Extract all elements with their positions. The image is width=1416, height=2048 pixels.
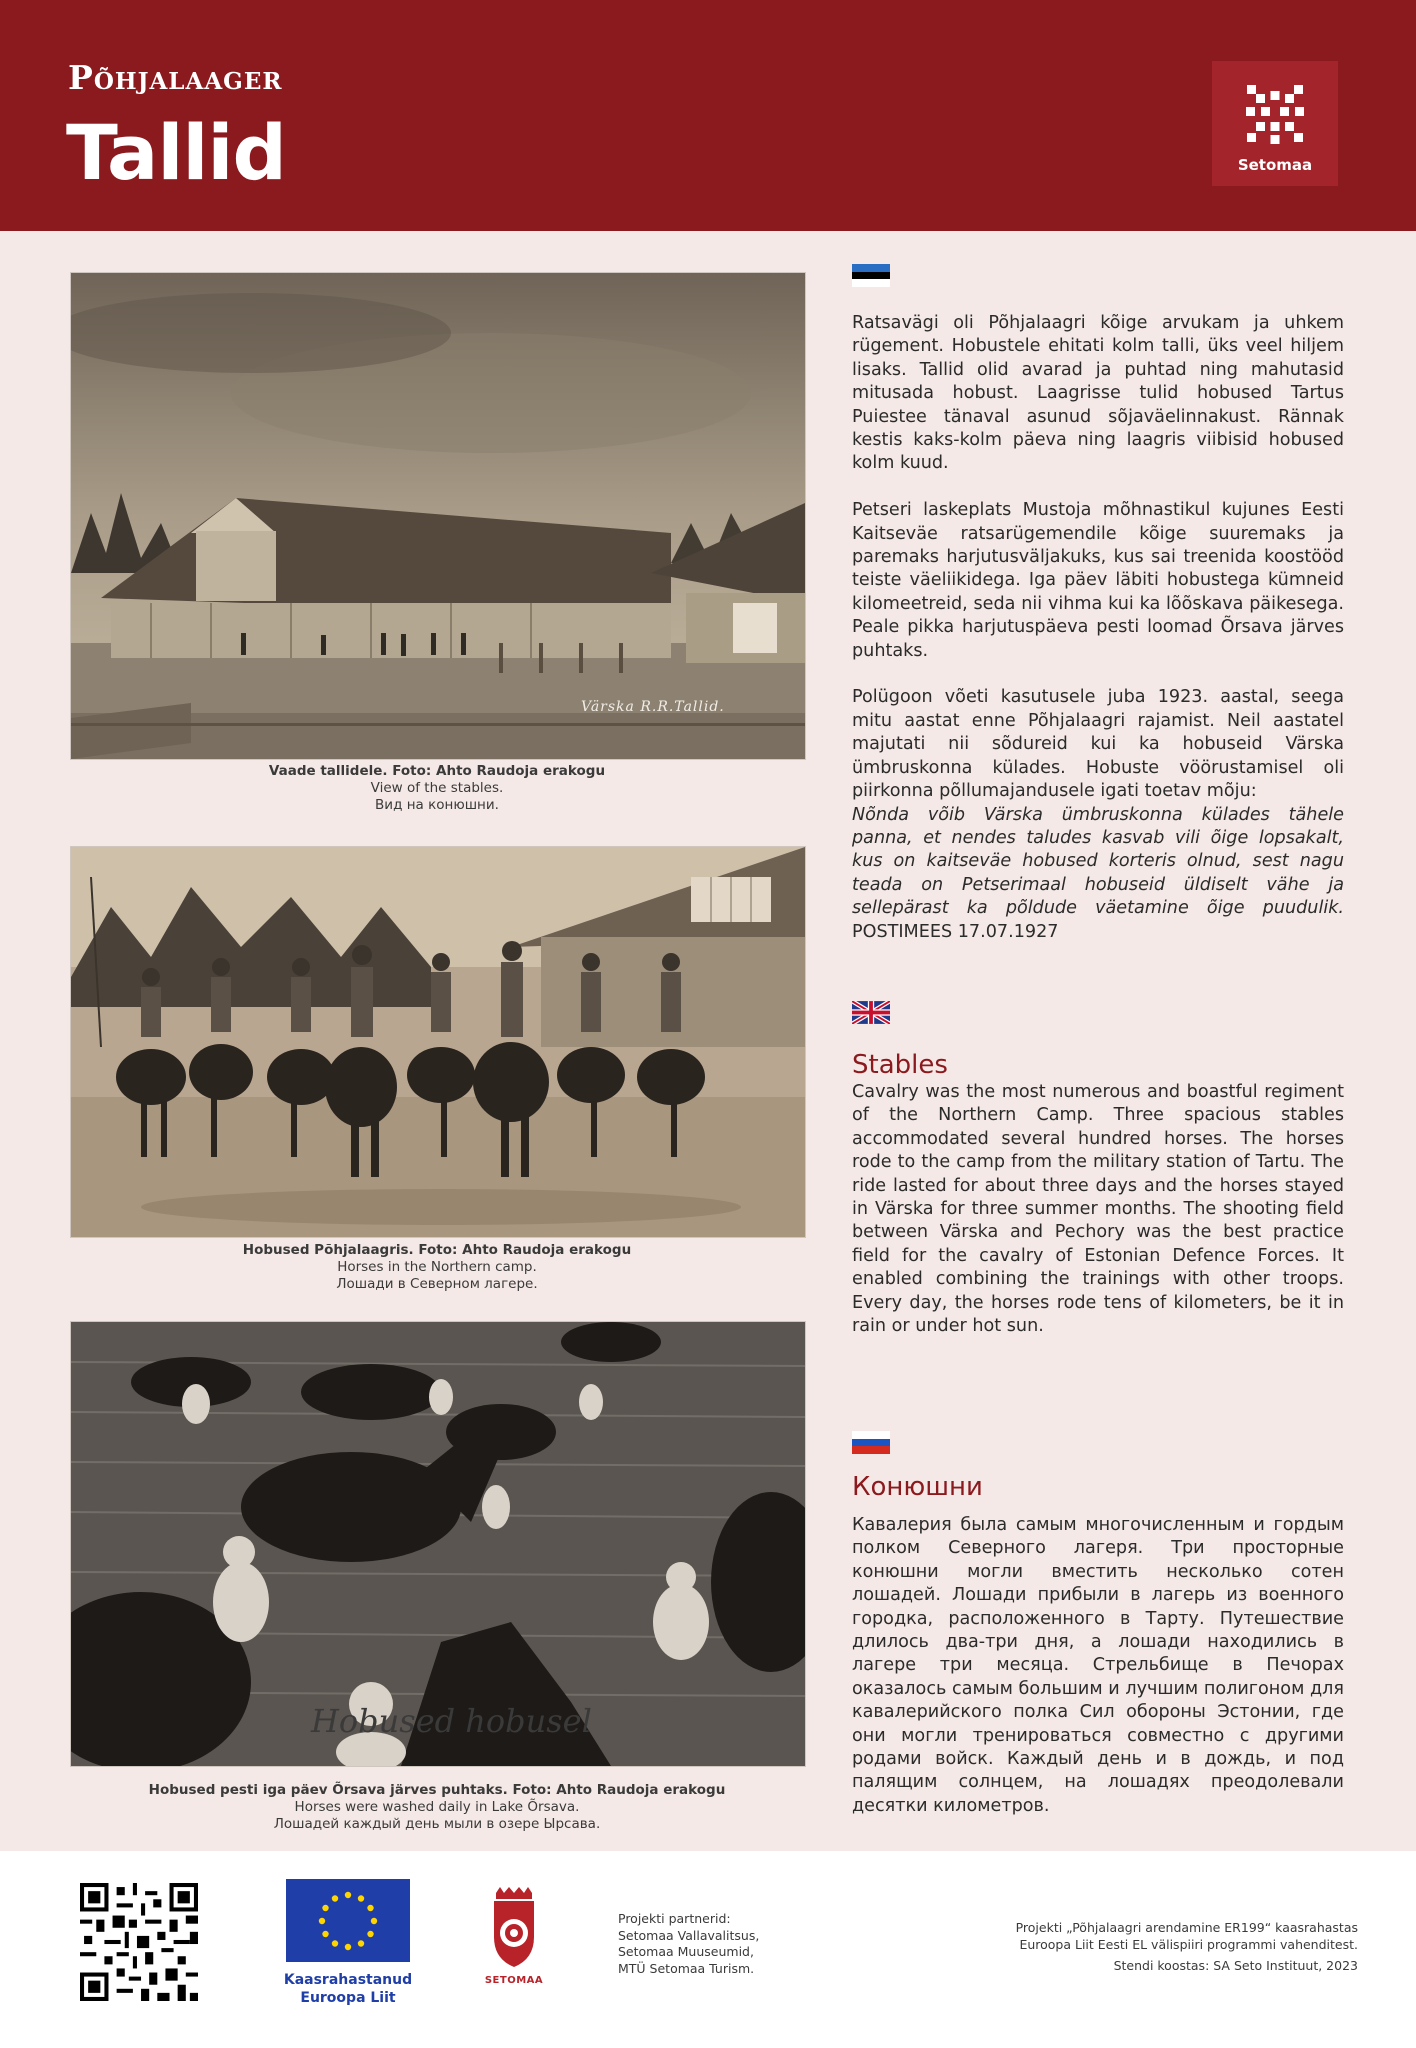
- partner-3: MTÜ Setomaa Turism.: [618, 1960, 755, 1976]
- partners-title: Projekti partnerid:: [618, 1911, 731, 1926]
- funding-line-2: Euroopa Liit Eesti EL välispiiri programmi vahenditest.: [1019, 1937, 1358, 1952]
- partner-2: Setomaa Muuseumid,: [618, 1944, 754, 1959]
- eu-label: [260, 1971, 436, 2007]
- caption-main: Hobused pesti iga päev Õrsava järves puhtaks. Foto: Ahto Raudoja erakogu: [148, 1782, 726, 1798]
- russian-text: Кавалерия была самым многочисленным и гордым полком Северного лагеря. Три просторные конюшни могли вместить несколько сотен лошадей. Лошади прибыли в лагерь из военного городка, расположенного в Тарту. Путешествие длилось два-три дня, а лошади находились в лагере три месяца. Стрельбище в Печорах оказалось самым большим и лучшим полигоном для кавалерийского полка Сил обороны Эстонии, где они могли тренироваться совместно с другими родами войск. Каждый день и в дождь, и под палящим солнцем, на лошадях преодолевали десятки километров.: [852, 1515, 1344, 1816]
- crest-label: SETOMAA: [484, 1975, 544, 1986]
- photo-stables: [70, 272, 806, 760]
- et-quote-source: POSTIMEES 17.07.1927: [852, 921, 1059, 942]
- logo-label: Setomaa: [1237, 156, 1313, 174]
- setomaa-logo-icon: [1241, 79, 1309, 149]
- uk-flag-icon: [852, 1001, 890, 1024]
- eu-label-line2: Euroopa Liit: [300, 1990, 396, 2006]
- caption-en: Horses in the Northern camp.: [337, 1259, 537, 1275]
- photo-inscription: Hobused hobusel: [311, 1702, 592, 1740]
- footer: [0, 1851, 1416, 2048]
- russian-heading: Конюшни: [852, 1472, 983, 1502]
- et-quote: Nõnda võib Värska ümbruskonna külades tähele panna, et nendes taludes kasvab vili õige lopsakalt, kus on kaitseväe hobused korteris olnud, sest nagu teada on Petserimaal hobuseid üldiselt vähe ja sellepärast ka põldude väetamine õige puudulik.: [852, 804, 1344, 919]
- caption-ru: Лошади в Северном лагере.: [336, 1276, 538, 1292]
- partner-1: Setomaa Vallavalitsus,: [618, 1927, 760, 1943]
- et-paragraph-3: Polügoon võeti kasutusele juba 1923. aastal, seega mitu aastat enne Põhjalaagri rajamist. Neil aastatel majutati nii sõdureid kui ka hobuseid Värska ümbruskonna külades. Hobuste vöörustamisel oli piirkonna põllumajandusele igati toetav mõju:: [852, 687, 1344, 802]
- photo-caption: [70, 1782, 804, 1833]
- header-banner: [0, 0, 1416, 231]
- funding-line-1: Projekti „Põhjalaagri arendamine ER199“ kaasrahastas: [1015, 1920, 1358, 1935]
- caption-en: View of the stables.: [370, 780, 504, 796]
- photo-horses-camp: [70, 846, 806, 1238]
- caption-main: Hobused Põhjalaagris. Foto: Ahto Raudoja erakogu: [242, 1242, 632, 1258]
- page-title: Tallid: [66, 108, 286, 197]
- setomaa-crest-icon: [490, 1887, 538, 1973]
- eu-flag: [286, 1879, 410, 1962]
- eu-flag-icon: [286, 1879, 410, 1962]
- estonian-flag-icon: [852, 264, 890, 287]
- english-text: Cavalry was the most numerous and boastful regiment of the Northern Camp. Three spacious stables accommodated several hundred horses. The horses rode to the camp from the military station of Tartu. The ride lasted for about three days and the horses stayed in Värska for three summer months. The shooting field between Värska and Pechory was the best practice field for the cavalry of Estonian Defence Forces. It enabled combining the trainings with other troops. Every day, the horses rode tens of kilometers, be it in rain or under hot sun.: [852, 1082, 1344, 1337]
- header-kicker: Põhjalaager: [68, 58, 283, 97]
- photo-caption: [70, 763, 804, 814]
- photo-washing-horses: [70, 1321, 806, 1767]
- et-paragraph-2: Petseri laskeplats Mustoja mõhnastikul kujunes Eesti Kaitseväe ratsarügemendile kõige suuremaks ja paremaks harjutusväljakuks, kus sai treenida koostööd teiste väeliikidega. Iga päev läbiti hobustega kümneid kilomeetreid, seda nii vihma kui ka lõõskava päikesega. Peale pikka harjutuspäeva pesti loomad Õrsava järves puhtaks.: [852, 500, 1344, 661]
- et-paragraph-1: Ratsavägi oli Põhjalaagri kõige arvukam ja uhkem rügement. Hobustele ehitati kolm talli, üks veel hiljem lisaks. Tallid olid avarad ja puhtad ning mahutasid mitusada hobust. Laagrisse tulid hobused Tartus Puiestee tänaval asunud sõjaväelinnakust. Rännak kestis kaks-kolm päeva ning laagris viibisid hobused kolm kuud.: [852, 313, 1344, 474]
- project-partners: [618, 1911, 759, 1977]
- english-heading: Stables: [852, 1050, 948, 1080]
- caption-main: Vaade tallidele. Foto: Ahto Raudoja erakogu: [268, 763, 606, 779]
- funding-line-3: Stendi koostas: SA Seto Instituut, 2023: [1113, 1958, 1358, 1973]
- photo-inscription: Värska R.R.Tallid.: [581, 699, 725, 715]
- caption-en: Horses were washed daily in Lake Õrsava.: [294, 1799, 580, 1815]
- caption-ru: Вид на конюшни.: [375, 797, 499, 813]
- qr-code-icon[interactable]: [80, 1883, 198, 2001]
- photo-caption: [70, 1242, 804, 1293]
- caption-ru: Лошадей каждый день мыли в озере Ырсава.: [273, 1816, 601, 1832]
- estonian-text: [852, 312, 1344, 967]
- eu-label-line1: Kaasrahastanud: [283, 1972, 413, 1988]
- funding-info: [1016, 1919, 1358, 1974]
- russian-flag-icon: [852, 1431, 890, 1454]
- setomaa-logo: [1212, 61, 1338, 186]
